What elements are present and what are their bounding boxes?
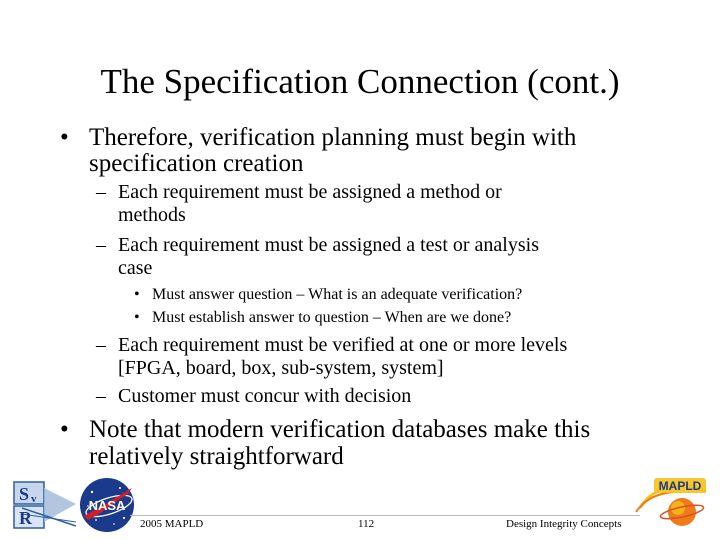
bullet-marker: • bbox=[134, 286, 140, 303]
sub-sub-bullet-2-text: Must establish answer to question – When are we done? bbox=[152, 309, 512, 326]
mapld-logo bbox=[632, 474, 712, 534]
bullet-1-line-2: specification creation bbox=[89, 150, 304, 177]
nasa-logo-wordmark: NASA bbox=[88, 498, 126, 513]
svr-logo-v: v bbox=[31, 493, 37, 505]
dash-marker: – bbox=[96, 385, 106, 407]
dash-marker: – bbox=[96, 334, 106, 356]
bullet-marker: • bbox=[60, 416, 69, 443]
bullet-2-line-1: Note that modern verification databases make this bbox=[89, 416, 591, 443]
bullet-marker: • bbox=[134, 309, 140, 326]
bullet-marker: • bbox=[60, 124, 69, 151]
dash-marker: – bbox=[96, 181, 106, 203]
sub-bullet-1a-line-2: methods bbox=[118, 204, 186, 226]
bullet-2-line-2: relatively straightforward bbox=[89, 443, 344, 470]
svr-logo bbox=[12, 478, 78, 530]
sub-bullet-1c-line-2: [FPGA, board, box, sub-system, system] bbox=[118, 357, 444, 379]
dash-marker: – bbox=[96, 234, 106, 256]
svr-logo-r: R bbox=[19, 508, 32, 528]
slide-title: The Specification Connection (cont.) bbox=[100, 62, 620, 101]
sub-bullet-1d-text: Customer must concur with decision bbox=[118, 385, 412, 407]
bullet-1-line-1: Therefore, verification planning must begin with bbox=[89, 124, 577, 151]
nasa-logo bbox=[78, 476, 136, 534]
sub-bullet-1b-line-2: case bbox=[118, 257, 153, 279]
sub-bullet-1b-line-1: Each requirement must be assigned a test or analysis bbox=[118, 234, 539, 256]
footer-page-number: 112 bbox=[358, 518, 375, 530]
sub-bullet-1c-line-1: Each requirement must be verified at one or more levels bbox=[118, 334, 568, 356]
footer-right: Design Integrity Concepts bbox=[506, 518, 622, 530]
sub-bullet-1a-line-1: Each requirement must be assigned a method or bbox=[118, 181, 502, 203]
sub-sub-bullet-1-text: Must answer question – What is an adequate verification? bbox=[152, 286, 523, 303]
svr-logo-s: S bbox=[19, 484, 30, 504]
mapld-logo-wordmark: MAPLD bbox=[658, 479, 702, 493]
footer-divider bbox=[130, 515, 640, 516]
footer-left: 2005 MAPLD bbox=[140, 518, 204, 530]
